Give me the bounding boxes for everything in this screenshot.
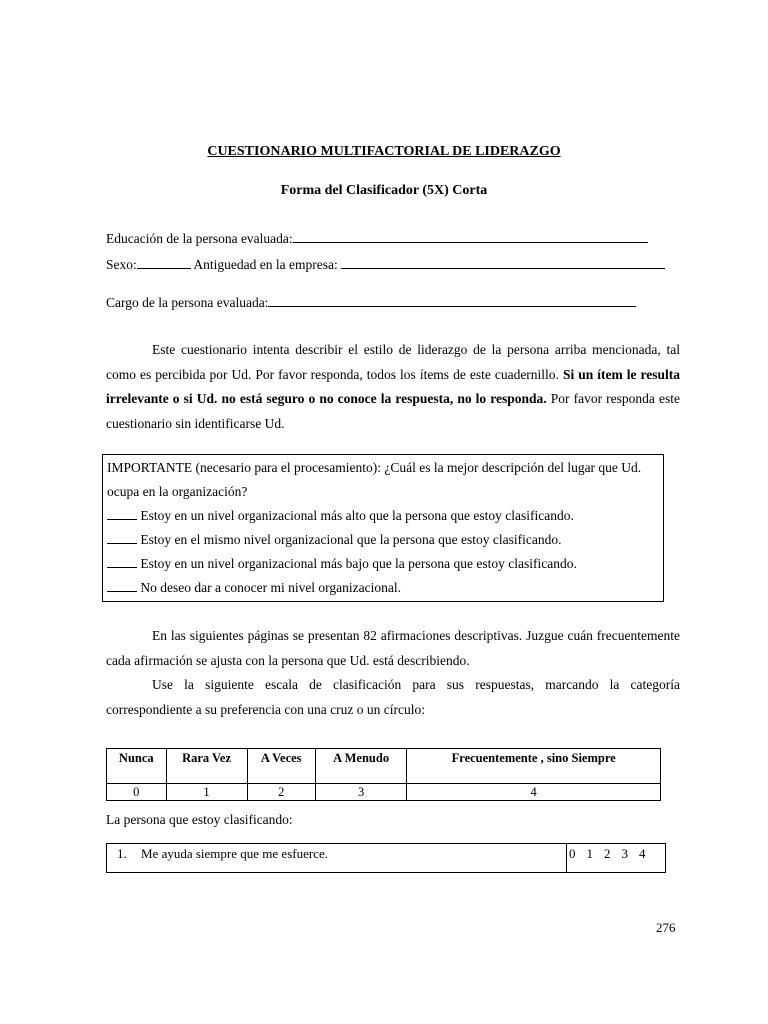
page-subtitle: Forma del Clasificador (5X) Corta bbox=[280, 183, 488, 198]
answer-option-3[interactable]: 3 bbox=[621, 846, 628, 861]
statements-paragraph bbox=[106, 624, 680, 673]
seniority-label: Antiguedad en la empresa: bbox=[193, 257, 338, 272]
page-title: CUESTIONARIO MULTIFACTORIAL DE LIDERAZGO bbox=[207, 144, 561, 159]
important-box bbox=[102, 454, 664, 602]
seniority-blank[interactable] bbox=[341, 254, 665, 269]
intro-bold-text: Si un ítem le resulta irrelevante o si Ud. no está seguro o no conoce la respuesta, no lo responda. bbox=[106, 366, 681, 406]
scale-header: Frecuentemente , sino Siempre bbox=[407, 749, 661, 784]
option-blank[interactable] bbox=[107, 554, 137, 568]
question-cell bbox=[107, 844, 567, 873]
scale-header: Rara Vez bbox=[166, 749, 247, 784]
scale-value: 2 bbox=[247, 784, 315, 801]
scale-value: 3 bbox=[315, 784, 406, 801]
scale-value: 0 bbox=[107, 784, 167, 801]
scale-header: A Veces bbox=[247, 749, 315, 784]
option-blank[interactable] bbox=[107, 506, 137, 520]
scale-header: A Menudo bbox=[315, 749, 406, 784]
option-row bbox=[107, 552, 659, 576]
intro-text-end: Por favor responda este cuestionario sin identificarse Ud. bbox=[106, 391, 680, 431]
option-row bbox=[107, 504, 659, 528]
important-question: IMPORTANTE (necesario para el procesamiento): ¿Cuál es la mejor descripción del lugar que Ud. ocupa en la organización? bbox=[107, 460, 642, 499]
education-blank[interactable] bbox=[293, 228, 648, 243]
option-text: No deseo dar a conocer mi nivel organizacional. bbox=[140, 580, 402, 595]
scale-header: Nunca bbox=[107, 749, 167, 784]
education-label: Educación de la persona evaluada: bbox=[106, 231, 293, 246]
question-row bbox=[107, 844, 666, 873]
rating-scale-table bbox=[106, 748, 661, 801]
option-row bbox=[107, 576, 659, 600]
option-text: Estoy en un nivel organizacional más bajo que la persona que estoy clasificando. bbox=[140, 556, 577, 571]
option-blank[interactable] bbox=[107, 530, 137, 544]
sex-blank[interactable] bbox=[137, 254, 191, 269]
scale-value: 4 bbox=[407, 784, 661, 801]
question-number: 1. bbox=[117, 846, 127, 861]
position-label: Cargo de la persona evaluada: bbox=[106, 295, 269, 310]
page-number: 276 bbox=[656, 920, 676, 935]
persona-label: La persona que estoy clasificando: bbox=[106, 812, 293, 827]
option-blank[interactable] bbox=[107, 578, 137, 592]
scale-instructions-text: Use la siguiente escala de clasificación para sus respuestas, marcando la categoría correspondiente a su preferencia con una cruz o un círculo: bbox=[106, 677, 680, 717]
question-text: Me ayuda siempre que me esfuerce. bbox=[141, 846, 328, 861]
sex-label: Sexo: bbox=[106, 257, 137, 272]
position-field-line bbox=[106, 292, 636, 311]
option-row bbox=[107, 528, 659, 552]
answer-option-1[interactable]: 1 bbox=[586, 846, 593, 861]
sex-seniority-field-line bbox=[106, 254, 665, 273]
intro-text: Este cuestionario intenta describir el estilo de liderazgo de la persona arriba mencionada, tal como es percibida por Ud. Por favor responda, todos los ítems de este cuadernillo. bbox=[106, 342, 680, 382]
statements-text: En las siguientes páginas se presentan 82 afirmaciones descriptivas. Juzgue cuán frecuentemente cada afirmación se ajusta con la persona que Ud. está describiendo. bbox=[106, 628, 680, 668]
answer-option-4[interactable]: 4 bbox=[639, 846, 646, 861]
option-text: Estoy en un nivel organizacional más alto que la persona que estoy clasificando. bbox=[140, 508, 574, 523]
option-text: Estoy en el mismo nivel organizacional que la persona que estoy clasificando. bbox=[140, 532, 562, 547]
position-blank[interactable] bbox=[268, 292, 636, 307]
intro-paragraph bbox=[106, 338, 680, 436]
question-item-table bbox=[106, 843, 666, 873]
scale-instructions-paragraph bbox=[106, 673, 680, 722]
scale-value: 1 bbox=[166, 784, 247, 801]
answer-option-0[interactable]: 0 bbox=[569, 846, 576, 861]
answer-option-2[interactable]: 2 bbox=[604, 846, 611, 861]
education-field-line bbox=[106, 228, 648, 247]
answer-scale-cell bbox=[567, 844, 666, 873]
